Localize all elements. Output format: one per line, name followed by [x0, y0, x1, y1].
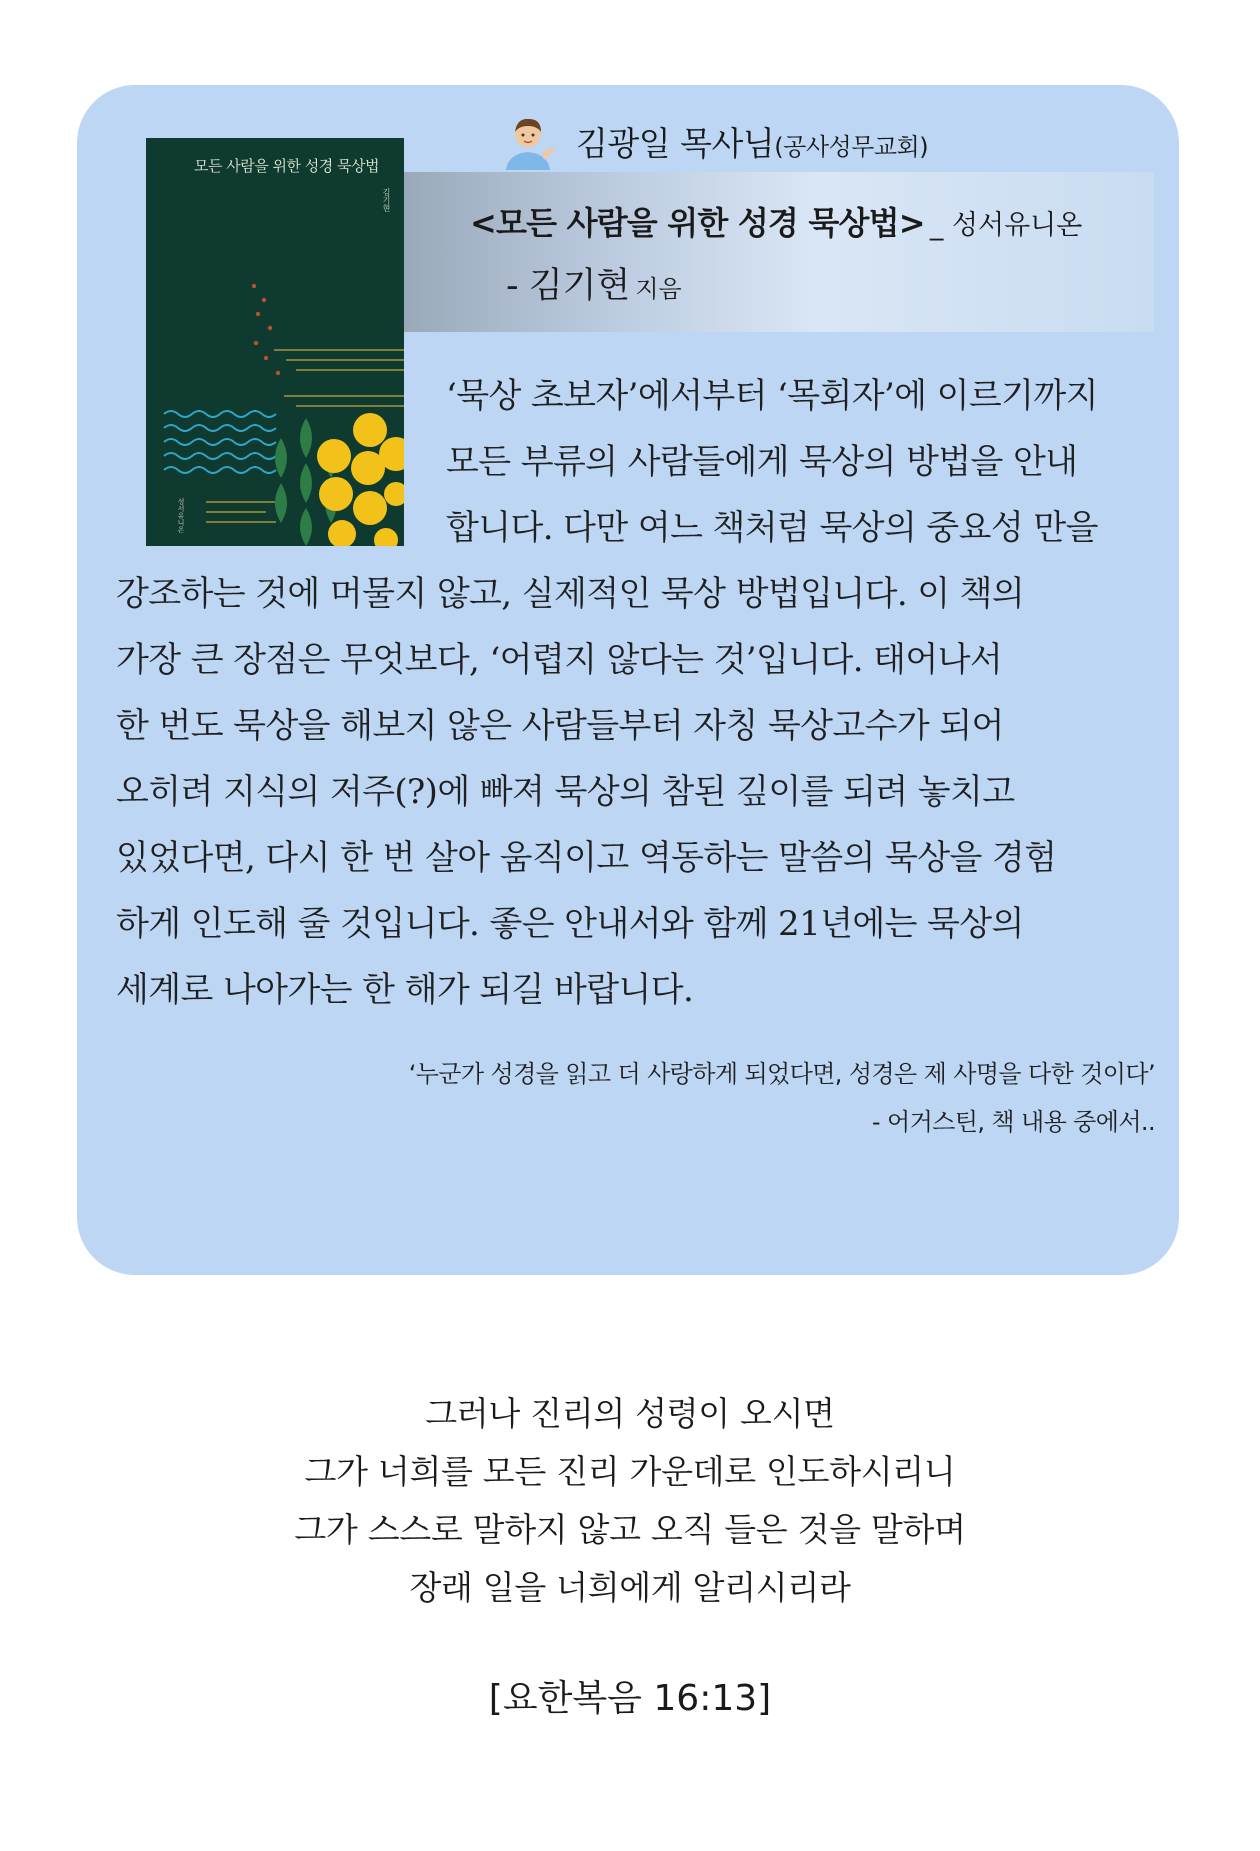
author-suffix: 지음 [635, 275, 682, 303]
pointing-man-icon [498, 110, 558, 170]
cover-author: 김기현 [382, 188, 391, 212]
quote-source: - 어거스틴, 책 내용 중에서.. [871, 1108, 1155, 1136]
body-line: 합니다. 다만 여느 책처럼 묵상의 중요성 만을 [446, 508, 1098, 548]
speaker-line [576, 118, 928, 165]
book-title-line [470, 198, 1082, 244]
verse-line: 그가 너희를 모든 진리 가운데로 인도하시리니 [304, 1452, 956, 1491]
verse-reference: [요한복음 16:13] [488, 1678, 772, 1719]
author-dash: - [506, 266, 519, 306]
book-publisher: _ 성서유니온 [929, 210, 1083, 241]
verse-line: 그러나 진리의 성령이 오시면 [425, 1394, 835, 1433]
body-line: 한 번도 묵상을 해보지 않은 사람들부터 자칭 묵상고수가 되어 [116, 706, 1004, 746]
book-author-line [506, 258, 682, 308]
body-line: 가장 큰 장점은 무엇보다, ‘어렵지 않다는 것’입니다. 태어나서 [116, 640, 1003, 680]
body-line: 있었다면, 다시 한 번 살아 움직이고 역동하는 말씀의 묵상을 경험 [116, 838, 1057, 878]
cover-publisher: 성서유니온 [177, 498, 185, 533]
body-line: 오히려 지식의 저주(?)에 빠져 묵상의 참된 깊이를 되려 놓치고 [116, 772, 1015, 812]
body-line: ‘묵상 초보자’에서부터 ‘목회자’에 이르기까지 [446, 376, 1098, 416]
book-author: 김기현 [528, 266, 631, 306]
title-band [404, 172, 1154, 332]
body-line: 하게 인도해 줄 것입니다. 좋은 안내서와 함께 21년에는 묵상의 [116, 904, 1024, 944]
book-cover-illustration [146, 138, 404, 546]
body-line: 세계로 나아가는 한 해가 되길 바랍니다. [116, 970, 694, 1010]
cover-title: 모든 사람을 위한 성경 묵상법 [194, 157, 379, 175]
book-title: <모든 사람을 위한 성경 묵상법> [470, 204, 925, 242]
quote-text: ‘누군가 성경을 읽고 더 사랑하게 되었다면, 성경은 제 사명을 다한 것이다’ [408, 1060, 1155, 1088]
speaker-church: (공사성무교회) [774, 133, 929, 161]
verse-line: 그가 스스로 말하지 않고 오직 들은 것을 말하며 [294, 1510, 966, 1549]
body-line: 강조하는 것에 머물지 않고, 실제적인 묵상 방법입니다. 이 책의 [116, 574, 1025, 614]
body-line: 모든 부류의 사람들에게 묵상의 방법을 안내 [446, 442, 1078, 482]
speaker-name: 김광일 목사님 [576, 124, 775, 163]
book-cover [146, 138, 404, 546]
verse-line: 장래 일을 너희에게 알리시리라 [409, 1568, 851, 1607]
